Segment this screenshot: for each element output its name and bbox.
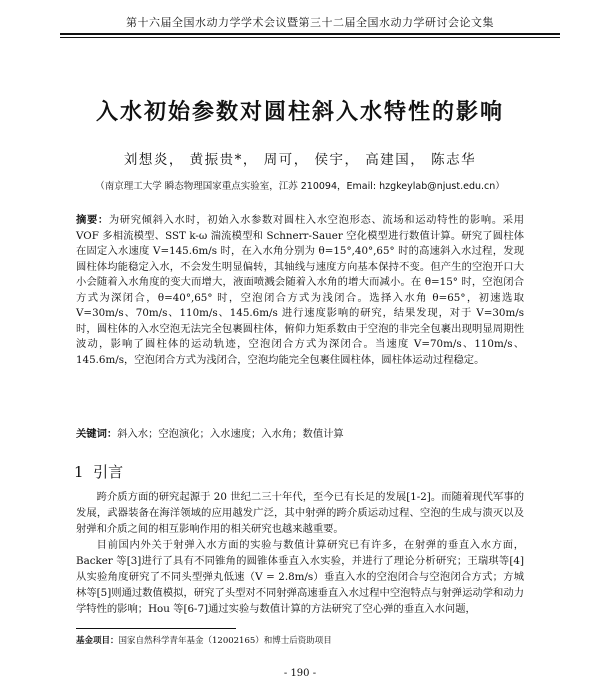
abstract [76,213,524,368]
footnote-text: 国家自然科学青年基金（12002165）和博士后资助项目 [118,636,332,646]
footnote [76,634,524,646]
footnote-label: 基金项目： [76,636,119,646]
author-list: 刘想炎， 黄振贵*， 周可， 侯宇， 高建国， 陈志华 [123,152,477,168]
section-title: 引言 [93,463,124,481]
abstract-text: 为研究倾斜入水时，初始入水参数对圆柱入水空泡形态、流场和运动特性的影响。采用 VOF 多相流模型、SST k-ω 湍流模型和 Schnerr-Sauer 空化模型进行数值计算。研究了圆柱体在固定入水速度 V=145.6m/s 时，在入水角分别为 θ=15°,40°,65° 时的高速斜入水过程，发现圆柱体均能稳定入水，不会发生明显偏转，其轴线与速度方向基本保持不变。但产生的空泡开口大小会随着入水角度的变大而增大，液面喷溅会随着入水角的增大而减小。在 θ=15° 时，空泡闭合方式为深闭合，θ=40°,65° 时，空泡闭合方式为浅闭合。选择入水角 θ=65°，初速选取 V=30m/s、70m/s、110m/s、145.6m/s 进行速度影响的研究，结果发现，对于 V=30m/s 时，圆柱体的入水空泡无法完全包裹圆柱体，俯仰力矩系数由于空泡的非完全包裹出现明显周期性波动，影响了圆柱体的运动轨迹，空泡闭合方式为深闭合。当速度 V=70m/s、110m/s、145.6m/s，空泡闭合方式为浅闭合，空泡均能完全包裹住圆柱体，圆柱体运动过程稳定。 [76,214,524,366]
running-header: 第十六届全国水动力学学术会议暨第三十二届全国水动力学研讨会论文集 [126,16,494,29]
paper-title: 入水初始参数对圆柱斜入水特性的影响 [95,100,504,125]
body-paragraph: 目前国内外关于射弹入水方面的实验与数值计算研究已有许多，在射弹的垂直入水方面，Backer 等[3]进行了具有不同锥角的圆锥体垂直入水实验，并进行了理论分析研究；王瑞琪等[4]从实验角度研究了不同头型弹丸低速（V = 2.8m/s）垂直入水的空泡闭合与空泡闭合方式；方城林等[5]则通过数值模拟，研究了头型对不同射弹高速垂直入水过程中空泡特点与射弹运动学和动力学特性的影响；Hou 等[6-7]通过实验与数值计算的方法研究了空心弹的垂直入水问题， [76,539,524,615]
affiliation: （南京理工大学 瞬态物理国家重点实验室，江苏 210094，Email: hzgkeylab@njust.edu.cn） [95,181,505,192]
header-rule [60,33,560,38]
keywords [76,427,524,442]
keywords-text: 斜入水；空泡演化；入水速度；入水角；数值计算 [117,428,344,440]
body-paragraph: 跨介质方面的研究起源于 20 世纪二三十年代，至今已有长足的发展[1-2]。而随着现代军事的发展，武器装备在海洋领域的应用越发广泛，其中射弹的跨介质运动过程、空泡的生成与溃灭以及射弹和介质之间的相互影响作用的相关研究也越来越重要。 [76,491,524,535]
abstract-label: 摘要： [76,214,109,226]
body-text [76,489,524,617]
section-heading [74,461,123,482]
section-number: 1 [74,463,84,481]
keywords-label: 关键词： [76,428,118,440]
page-number: - 190 - [283,668,317,679]
footnote-rule [76,628,236,629]
